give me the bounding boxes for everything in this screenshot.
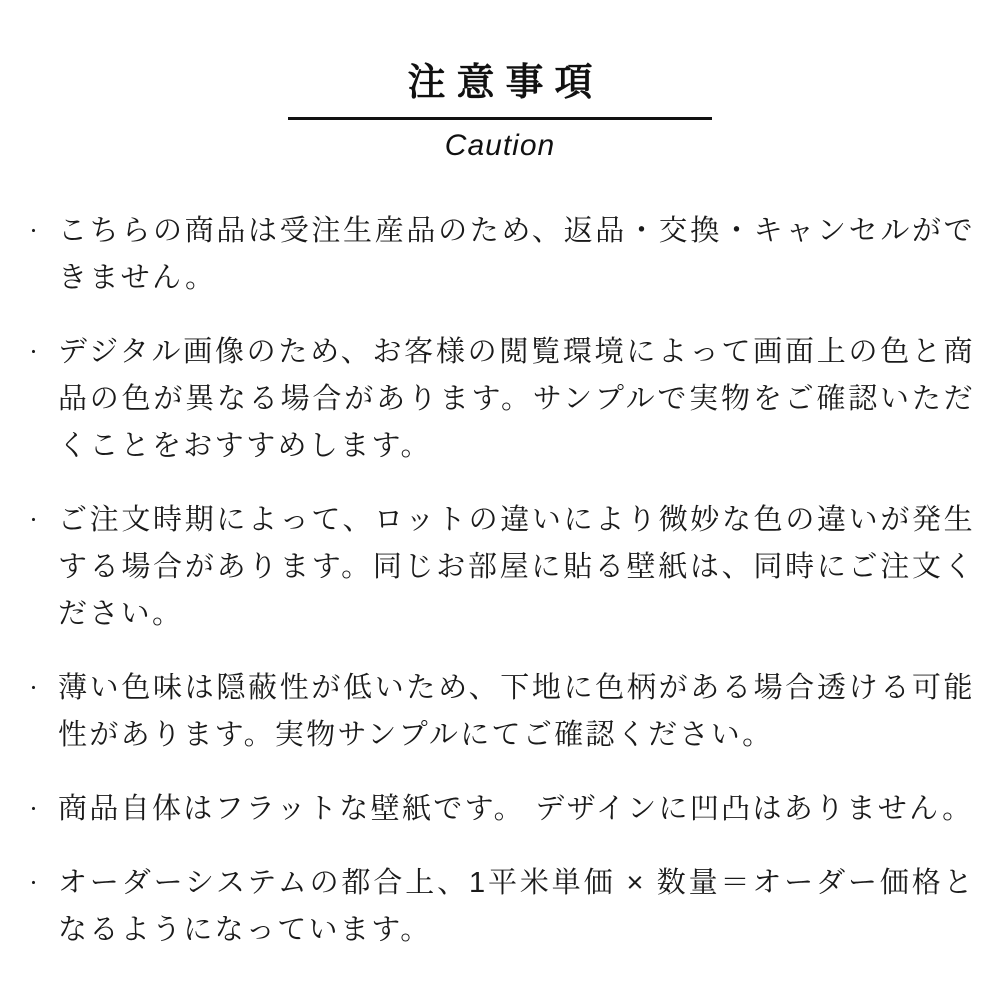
bullet-icon: ・ — [25, 799, 42, 819]
list-item-text: こちらの商品は受注生産品のため、返品・交換・キャンセルができません。 — [58, 214, 975, 294]
list-item — [25, 665, 975, 759]
list-item-text: 薄い色味は隠蔽性が低いため、下地に色柄がある場合透ける可能性があります。実物サンプルにてご確認ください。 — [58, 671, 975, 751]
list-item — [25, 329, 975, 470]
list-item-text: 商品自体はフラットな壁紙です。 デザインに凹凸はありません。 — [58, 792, 974, 825]
bullet-icon: ・ — [25, 510, 42, 530]
bullet-icon: ・ — [25, 873, 42, 893]
bullet-icon: ・ — [25, 221, 42, 241]
bullet-icon: ・ — [25, 678, 42, 698]
list-item — [25, 208, 975, 302]
bullet-icon: ・ — [25, 342, 42, 362]
list-item-text: ご注文時期によって、ロットの違いにより微妙な色の違いが発生する場合があります。同じお部屋に貼る壁紙は、同時にご注文ください。 — [58, 503, 975, 630]
list-item — [25, 786, 975, 833]
page-title: 注意事項 — [407, 62, 604, 104]
list-item — [25, 497, 975, 638]
list-item-text: オーダーシステムの都合上、1平米単価 × 数量＝オーダー価格となるようになっています。 — [58, 866, 975, 946]
list-item-text: デジタル画像のため、お客様の閲覧環境によって画面上の色と商品の色が異なる場合があります。サンプルで実物をご確認いただくことをおすすめします。 — [58, 335, 975, 462]
page-subtitle: Caution — [444, 128, 556, 162]
title-divider — [288, 117, 712, 120]
caution-list — [25, 208, 975, 954]
page-header — [25, 62, 975, 162]
list-item — [25, 860, 975, 954]
